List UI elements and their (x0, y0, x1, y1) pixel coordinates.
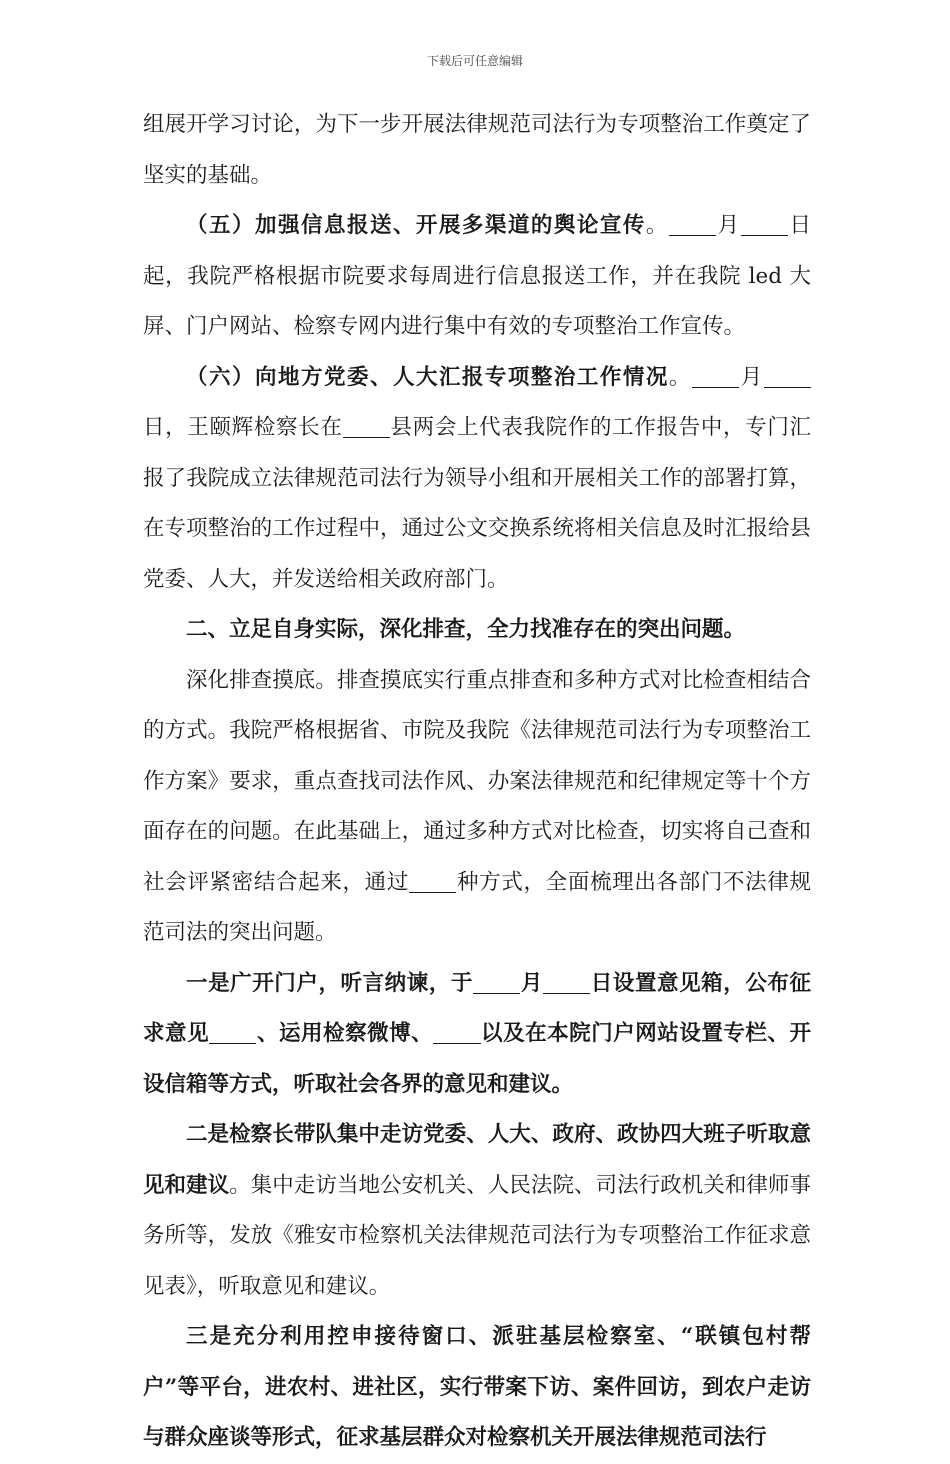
blank-field (543, 971, 590, 994)
blank-field (741, 214, 788, 237)
blank-field (669, 214, 716, 237)
paragraph-7: 二是检察长带队集中走访党委、人大、政府、政协四大班子听取意见和建议。集中走访当地公安机关、人民法院、司法行政机关和律师事务所等，发放《雅安市检察机关法律规范司法行为专项整治工作征求意见表》，听取意见和建议。 (143, 1122, 811, 1299)
paragraph-8: 三是充分利用控申接待窗口、派驻基层检察室、“联镇包村帮户”等平台，进农村、进社区，实行带案下访、案件回访，到农户走访与群众座谈等形式，征求基层群众对检察机关开展法律规范司法行 (143, 1324, 811, 1450)
blank-field (343, 416, 390, 439)
blank-field (433, 1022, 480, 1045)
page-header: 下载后可任意编辑 (426, 54, 523, 68)
paragraph-5: 深化排查摸底。排查摸底实行重点排查和多种方式对比检查相结合的方式。我院严格根据省、市院及我院《法律规范司法行为专项整治工作方案》要求，重点查找司法作风、办案法律规范和纪律规定等十个方面存在的问题。在此基础上，通过多种方式对比检查，切实将自己查和社会评紧密结合起来，通过 种方式，全面梳理出各部门不法律规范司法的突出问题。 (143, 667, 811, 945)
blank-field (473, 971, 520, 994)
blank-field (409, 870, 456, 893)
section-heading-6: （六）向地方党委、人大汇报专项整治工作情况 (186, 364, 669, 390)
blank-field (209, 1022, 256, 1045)
paragraph-1: 组展开学习讨论，为下一步开展法律规范司法行为专项整治工作奠定了坚实的基础。 (143, 112, 811, 188)
section-heading-5: （五）加强信息报送、开展多渠道的舆论宣传 (186, 213, 646, 238)
blank-field (764, 365, 811, 388)
document-body (143, 100, 811, 1464)
paragraph-2: （五）加强信息报送、开展多渠道的舆论宣传。 月 日起，我院严格根据市院要求每周进行信息报送工作，并在我院 led 大屏、门户网站、检察专网内进行集中有效的专项整治工作宣传。 (143, 213, 811, 339)
blank-field (692, 365, 739, 388)
section-heading-2: 二、立足自身实际，深化排查，全力找准存在的突出问题。 (186, 617, 746, 642)
paragraph-6: 一是广开门户，听言纳谏，于 月 日设置意见箱，公布征求意见 、运用检察微博、 以及在本院门户网站设置专栏、开设信箱等方式，听取社会各界的意见和建议。 (143, 970, 811, 1097)
paragraph-3: （六）向地方党委、人大汇报专项整治工作情况。 月日，王颐辉检察长在 县两会上代表我院作的工作报告中，专门汇报了我院成立法律规范司法行为领导小组和开展相关工作的部署打算，在专项整治的工作过程中，通过公文交换系统将相关信息及时汇报给县党委、人大，并发送给相关政府部门。 (143, 364, 811, 592)
